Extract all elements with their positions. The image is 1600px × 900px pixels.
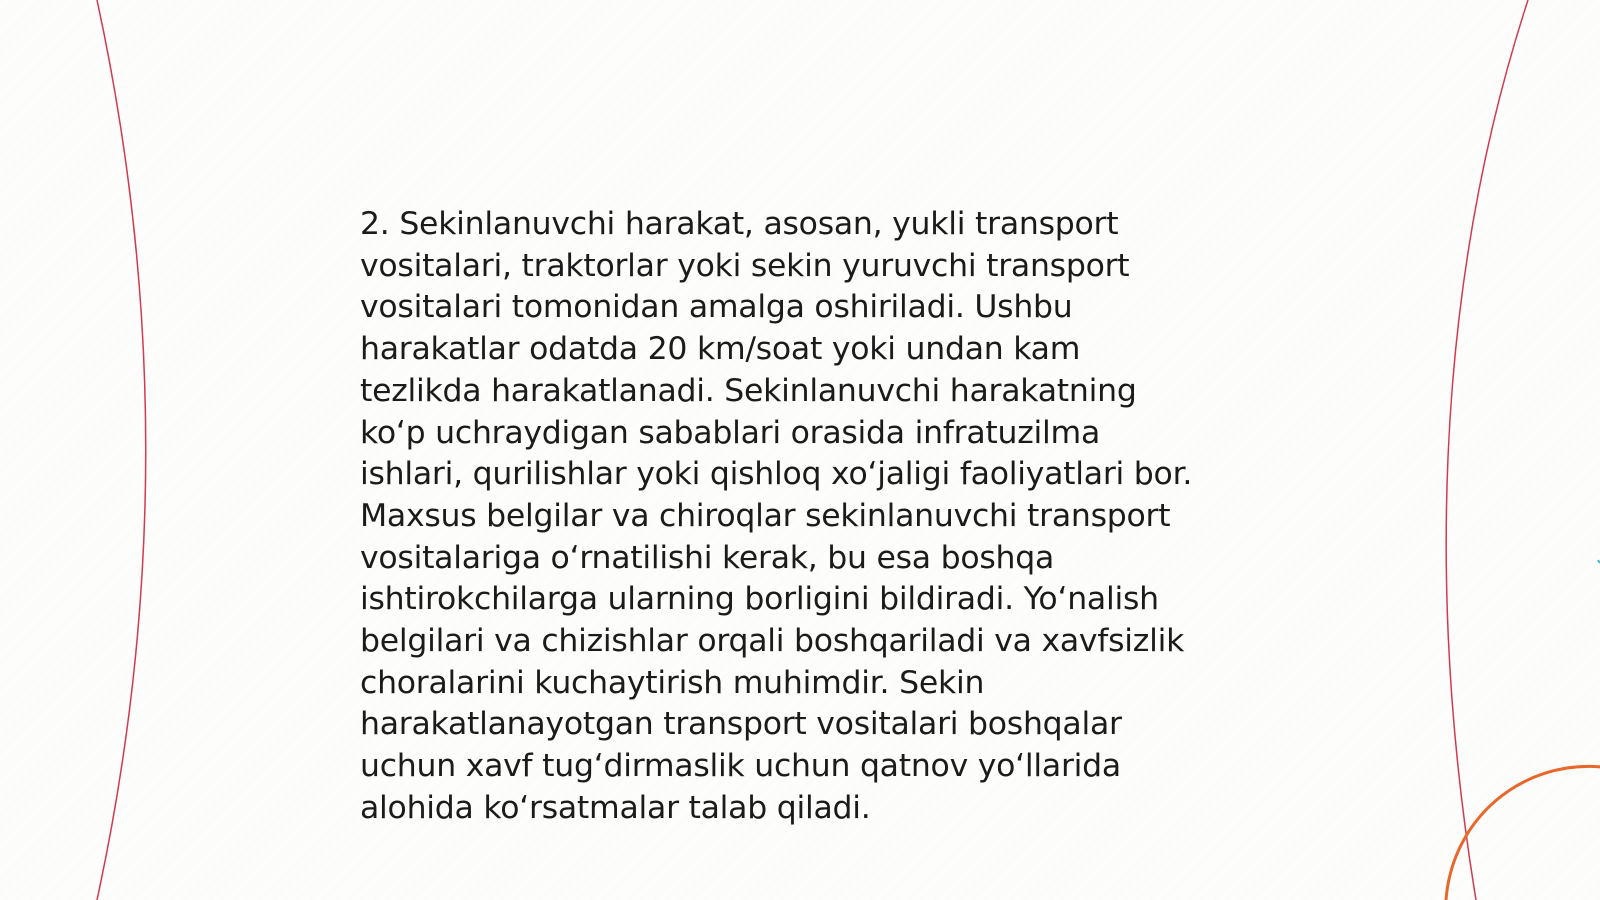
- orange-corner-arc: [1446, 766, 1600, 900]
- slide-body-text: 2. Sekinlanuvchi harakat, asosan, yukli transport vositalari, traktorlar yoki sekin yuruvchi transport vositalari tomonidan amalga oshiriladi. Ushbu harakatlar odatda 20 km/soat yoki undan kam tezlikda harakatlanadi. Sekinlanuvchi harakatning koʻp uchraydigan sabablari orasida infratuzilma ishlari, qurilishlar yoki qishloq xoʻjaligi faoliyatlari bor. Maxsus belgilar va chiroqlar sekinlanuvchi transport vositalariga oʻrnatilishi kerak, bu esa boshqa ishtirokchilarga ularning borligini bildiradi. Yoʻnalish belgilari va chizishlar orqali boshqariladi va xavfsizlik choralarini kuchaytirish muhimdir. Sekin harakatlanayotgan transport vositalari boshqalar uchun xavf tugʻdirmaslik uchun qatnov yoʻllarida alohida koʻrsatmalar talab qiladi.: [360, 206, 1193, 826]
- left-curve-line: [97, 0, 146, 900]
- right-curve-line: [1446, 0, 1528, 900]
